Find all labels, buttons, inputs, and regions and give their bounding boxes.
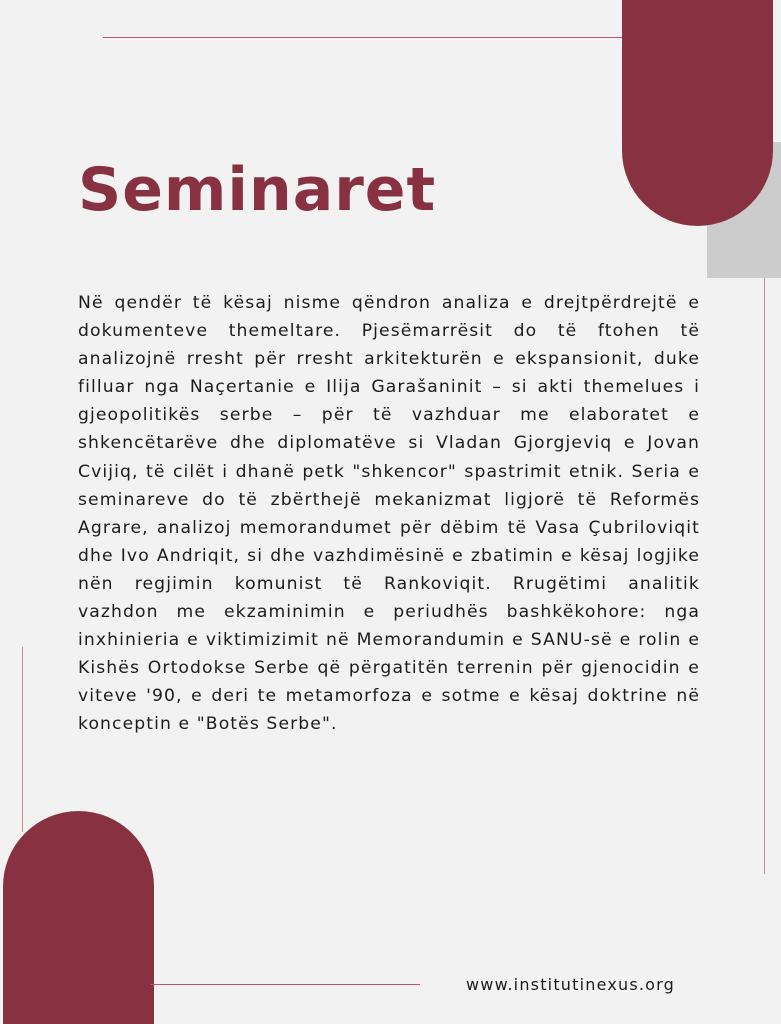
left-divider-line bbox=[22, 647, 23, 832]
bottom-decorative-pill bbox=[3, 811, 154, 1024]
right-divider-line bbox=[764, 278, 765, 874]
bottom-divider-line bbox=[150, 984, 420, 985]
page-title: Seminaret bbox=[78, 155, 437, 225]
top-divider-line bbox=[103, 37, 623, 38]
top-decorative-pill bbox=[622, 0, 773, 226]
body-paragraph: Në qendër të kësaj nisme qëndron analiza e drejtpërdrejtë e dokumenteve themeltare. Pjesëmarrësit do të ftohen të analizojnë rresht për rresht arkitekturën e ekspansionit, duke filluar nga Naçertanie e Ilija Garašaninit – si akti themelues i gjeopolitikës serbe – për të vazhduar me elaboratet e shkencëtarëve dhe diplomatëve si Vladan Gjorgjeviq e Jovan Cvijiq, të cilët i dhanë petk "shkencor" spastrimit etnik. Seria e seminareve do të zbërthejë mekanizmat ligjorë të Reformës Agrare, analizoj memorandumet për dëbim të Vasa Çubriloviqit dhe Ivo Andriqit, si dhe vazhdimësinë e zbatimin e kësaj logjike nën regjimin komunist të Rankoviqit. Rrugëtimi analitik vazhdon me ekzaminimin e periudhës bashkëkohore: nga inxhinieria e viktimizimit në Memorandumin e SANU-së e rolin e Kishës Ortodokse Serbe që përgatitën terrenin për gjenocidin e viteve '90, e deri te metamorfoza e sotme e kësaj doktrine në konceptin e "Botës Serbe". bbox=[78, 293, 700, 735]
website-url: www.institutinexus.org bbox=[466, 975, 676, 994]
